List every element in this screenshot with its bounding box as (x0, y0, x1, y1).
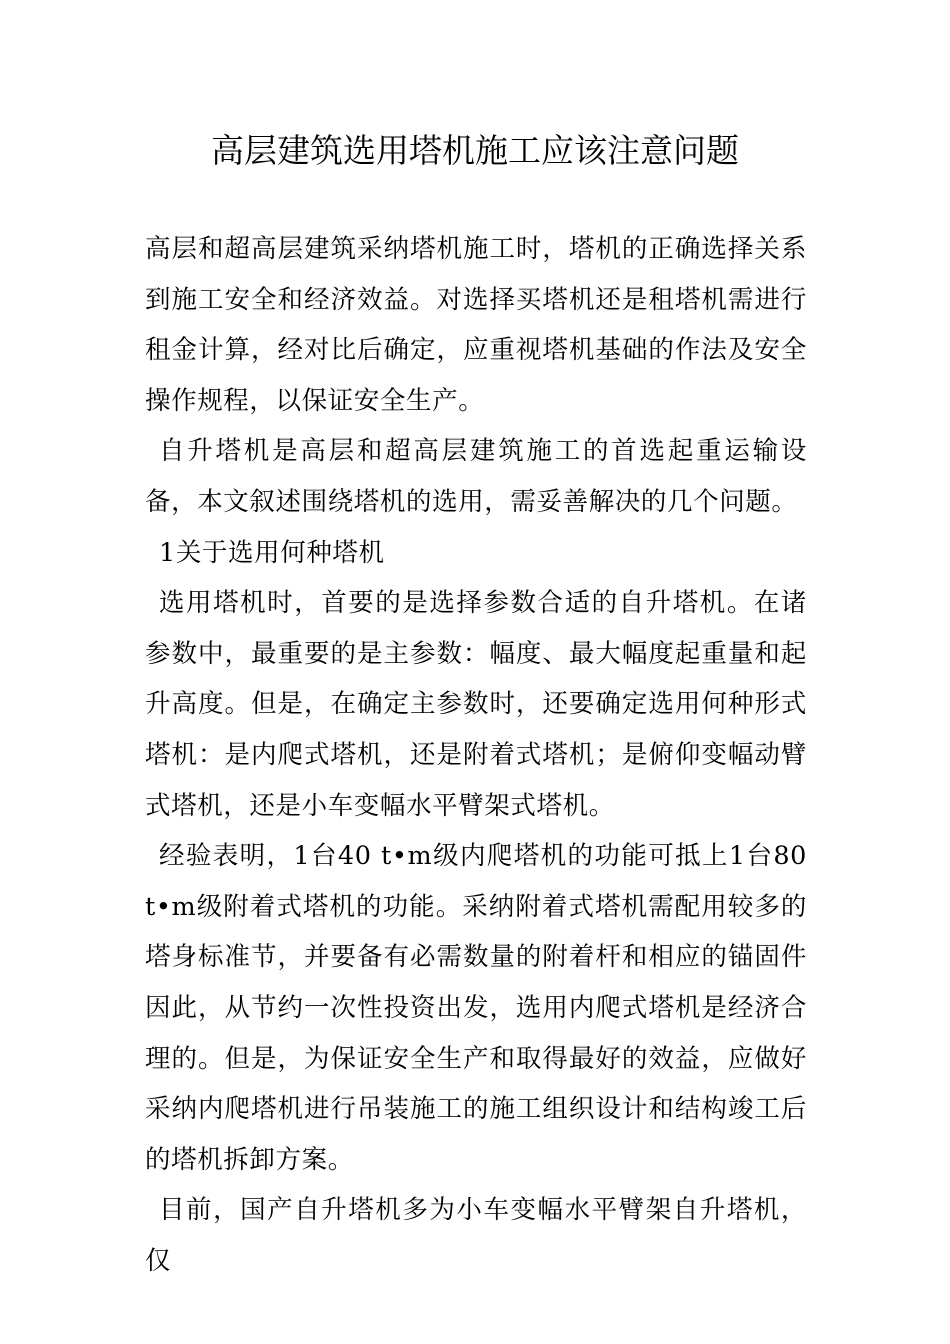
paragraph-intro: 高层和超高层建筑采纳塔机施工时，塔机的正确选择关系到施工安全和经济效益。对选择买塔机还是租塔机需进行租金计算，经对比后确定，应重视塔机基础的作法及安全操作规程，以保证安全生产。 (145, 234, 807, 416)
paragraph-current: 目前，国产自升塔机多为小车变幅水平臂架自升塔机，仅 (145, 1195, 807, 1276)
paragraph-parameters: 选用塔机时，首要的是选择参数合适的自升塔机。在诸参数中，最重要的是主参数：幅度、最大幅度起重量和起升高度。但是，在确定主参数时，还要确定选用何种形式塔机：是内爬式塔机，还是附着式塔机；是俯仰变幅动臂式塔机，还是小车变幅水平臂架式塔机。 (145, 588, 807, 821)
document-title: 高层建筑选用塔机施工应该注意问题 (211, 131, 739, 170)
paragraph-experience: 经验表明，1台40 t•m级内爬塔机的功能可抵上1台80 t•m级附着式塔机的功能。采纳附着式塔机需配用较多的塔身标准节，并要备有必需数量的附着杆和相应的锚固件因此，从节约一次性投资出发，选用内爬式塔机是经济合理的。但是，为保证安全生产和取得最好的效益，应做好采纳内爬塔机进行吊装施工的施工组织设计和结构竣工后的塔机拆卸方案。 (145, 841, 807, 1175)
document-body (145, 224, 807, 1286)
section-heading: 1关于选用何种塔机 (159, 537, 385, 568)
paragraph-overview: 自升塔机是高层和超高层建筑施工的首选起重运输设备，本文叙述围绕塔机的选用，需妥善解决的几个问题。 (145, 436, 807, 517)
